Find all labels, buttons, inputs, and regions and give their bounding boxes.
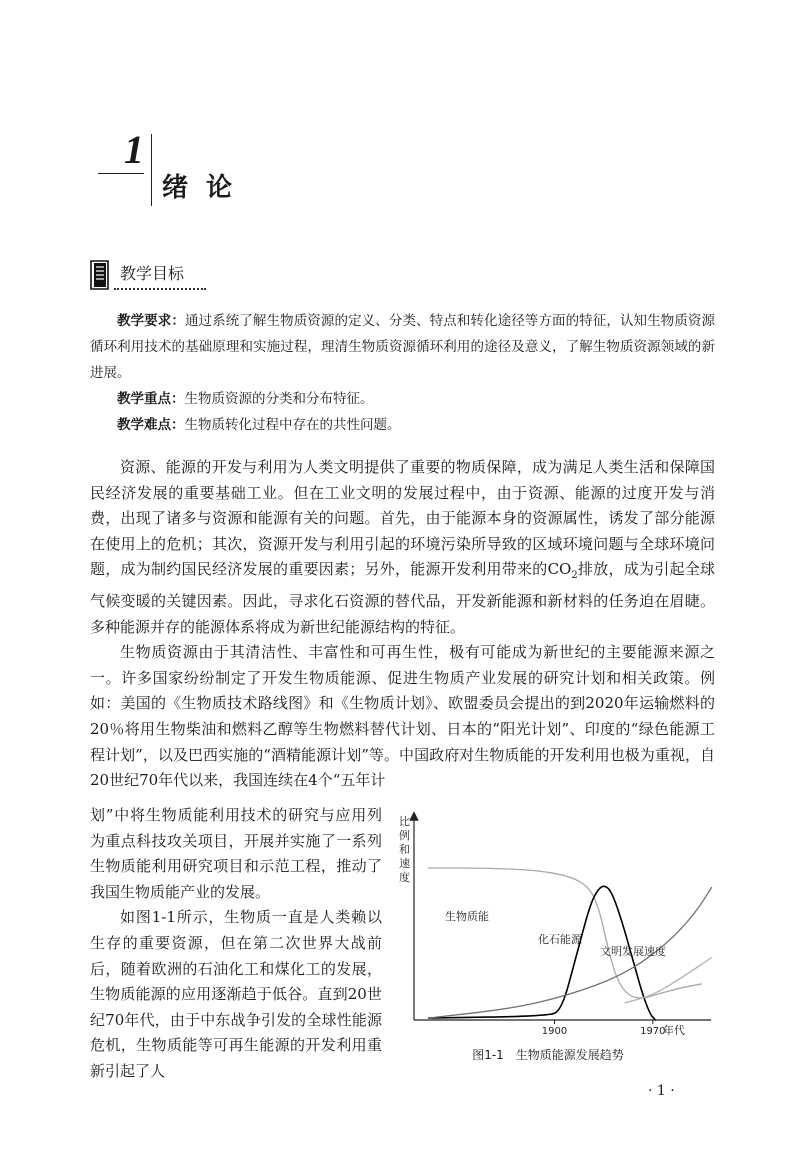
- chapter-number-rule: [98, 173, 144, 174]
- paragraph-2-top: 生物质资源由于其清洁性、丰富性和可再生性，极有可能成为新世纪的主要能源来源之一。许多国家纷纷制定了开发生物质能源、促进生物质产业发展的研究计划和相关政策。例如：美国的《生物质技术路线图》和《生物质计划》、欧盟委员会提出的到2020年运输燃料的20％将用生物柴油和燃料乙醇等生物燃料替代计划、日本的“阳光计划”、印度的“绿色能源工程计划”，以及巴西实施的“酒精能源计划”等。中国政府对生物质能的开发利用也极为重视，自20世纪70年代以来，我国连续在4个“五年计: [90, 643, 715, 790]
- x-tick-label-1900: 1900: [541, 1026, 568, 1037]
- objective-key-point: [90, 386, 715, 412]
- x-axis-label: 年代: [663, 1024, 685, 1037]
- key-point-label: 教学重点：: [117, 391, 185, 407]
- series-label-fossil: 化石能源: [538, 933, 582, 946]
- difficulty-text: 生物质转化过程中存在的共性问题。: [184, 417, 401, 433]
- paragraph-2-bottom: 划”中将生物质能利用技术的研究与应用列为重点科技攻关项目，开展并实施了一系列生物质能利用研究项目和示范工程，推动了我国生物质能产业的发展。: [90, 806, 382, 901]
- paragraph-1-part-b: 排放，成为引起全球气候变暖的关键因素。因此，寻求化石资源的替代品，开发新能源和新材料的任务迫在眉睫。多种能源并存的能源体系将成为新世纪能源结构的特征。: [90, 560, 715, 636]
- chapter-title: 绪论: [162, 173, 251, 203]
- requirement-label: 教学要求：: [117, 313, 185, 329]
- body-text-upper: [90, 455, 715, 794]
- y-axis-label: [399, 814, 410, 884]
- requirement-text: 通过系统了解生物质资源的定义、分类、特点和转化途径等方面的特征，认知生物质资源循环利用技术的基础原理和实施过程，理清生物质资源循环利用的途径及意义，了解生物质资源领域的新进展。: [90, 313, 716, 381]
- y-label-char: 例: [399, 829, 410, 842]
- biomass-trend-chart: [393, 810, 723, 1046]
- y-label-char: 速: [399, 857, 410, 870]
- difficulty-label: 教学难点：: [117, 417, 185, 433]
- paragraph-3: 如图1-1所示，生物质一直是人类赖以生存的重要资源，但在第二次世界大战前后，随着欧洲的石油化工和煤化工的发展，生物质能源的应用逐渐趋于低谷。直到20世纪70年代，由于中东战争引发的全球性能源危机，生物质能等可再生能源的开发利用重新引起了人: [90, 908, 382, 1080]
- objectives-dotted-underline: [114, 288, 206, 290]
- figure-1-1: [393, 810, 723, 1072]
- objective-difficulty: [90, 412, 715, 438]
- chapter-number: 1: [124, 127, 144, 172]
- objective-requirement: [90, 308, 715, 386]
- objective-book-icon: [88, 258, 112, 292]
- objectives-block: [90, 308, 715, 438]
- y-label-char: 和: [399, 843, 410, 856]
- series-label-civilization: 文明发展速度: [600, 945, 666, 958]
- series-layer: [428, 868, 712, 1024]
- x-tick-label-1970: 1970: [640, 1026, 666, 1037]
- objectives-label: 教学目标: [120, 264, 185, 283]
- co2-subscript: 2: [571, 570, 578, 582]
- paragraph-1: [90, 455, 715, 640]
- y-label-char: 比: [399, 815, 410, 828]
- chapter-divider: [151, 134, 152, 206]
- page-number: · 1 ·: [648, 1083, 675, 1099]
- paragraph-1-part-a: 资源、能源的开发与利用为人类文明提供了重要的物质保障，成为满足人类生活和保障国民经济发展的重要基础工业。但在工业文明的发展过程中，由于资源、能源的过度开发与消费，出现了诸多与资源和能源有关的问题。首先，由于能源本身的资源属性，诱发了部分能源在使用上的危机；其次，资源开发与利用引起的环境污染所导致的区域环境问题与全球环境问题，成为制约国民经济发展的重要因素；另外，能源开发利用带来的CO: [90, 458, 715, 579]
- key-point-text: 生物质资源的分类和分布特征。: [184, 391, 374, 407]
- body-text-lower-left: [90, 803, 382, 1085]
- series-line-2: [428, 887, 712, 1018]
- y-label-char: 度: [399, 871, 410, 884]
- series-label-biomass: 生物质能: [445, 910, 489, 923]
- figure-caption: 图1-1 生物质能源发展趋势: [472, 1048, 624, 1062]
- label-layer: [399, 814, 685, 1037]
